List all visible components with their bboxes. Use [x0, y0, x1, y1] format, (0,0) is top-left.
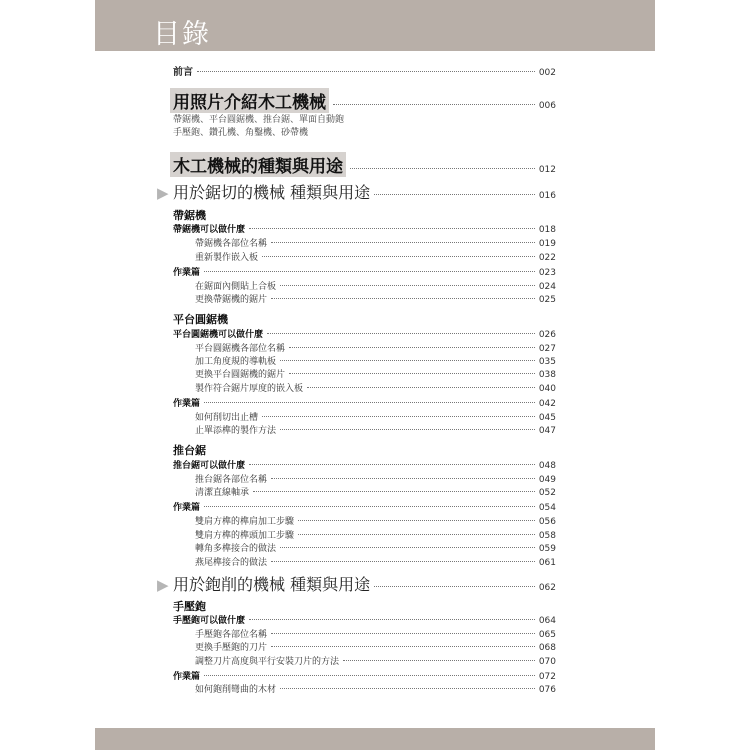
dot-leader	[374, 194, 535, 195]
toc-entry-title: 帶鋸機可以做什麼	[173, 225, 246, 235]
dot-leader	[249, 464, 535, 465]
dot-leader	[249, 619, 535, 620]
dot-leader	[271, 242, 535, 243]
page-number: 006	[538, 101, 556, 111]
page-number: 002	[538, 68, 556, 78]
page-number: 018	[538, 225, 556, 235]
toc-part-entry[interactable]	[173, 152, 556, 177]
toc-entry-title: 燕尾榫接合的做法	[195, 558, 268, 568]
page-number: 019	[538, 239, 556, 249]
page-number: 058	[538, 531, 556, 541]
toc-entry-title: 更換手壓鉋的刀片	[195, 643, 268, 653]
page-number: 023	[538, 268, 556, 278]
dot-leader	[333, 104, 535, 105]
toc-chapter-entry[interactable]	[157, 572, 556, 595]
toc-sub-entry[interactable]	[173, 613, 556, 626]
toc-chapter-entry[interactable]	[157, 180, 556, 203]
toc-entry-title: 平台圓鋸機可以做什麼	[173, 330, 264, 340]
triangle-marker-icon: ▶	[157, 184, 169, 202]
toc-part-description: 手壓鉋、鑽孔機、角鑿機、砂帶機	[173, 128, 309, 138]
toc-entry-title: 更換平台圓鋸機的鋸片	[195, 370, 286, 380]
toc-machine-entry	[173, 311, 556, 327]
toc-entry-title: 帶鋸機	[173, 209, 206, 222]
toc-machine-entry	[173, 598, 556, 614]
toc-item-entry[interactable]	[173, 555, 556, 568]
dot-leader	[298, 520, 535, 521]
toc-machine-entry	[173, 442, 556, 458]
page-number: 054	[538, 503, 556, 513]
page-number: 061	[538, 558, 556, 568]
page-number: 027	[538, 344, 556, 354]
toc-sub-entry[interactable]	[173, 500, 556, 513]
page-number: 024	[538, 282, 556, 292]
toc-entry-title: 作業篇	[173, 268, 201, 278]
toc-entry-title: 如何鉋削彎曲的木材	[195, 685, 277, 695]
toc-entry-title: 前言	[173, 67, 193, 78]
page-title: 目錄	[153, 19, 211, 50]
toc-entry-title: 加工角度規的導軌板	[195, 357, 277, 367]
toc-sub-entry[interactable]	[173, 265, 556, 278]
page-number: 049	[538, 475, 556, 485]
toc-entry-title: 平台圓鋸機各部位名稱	[195, 344, 286, 354]
toc-entry-title: 手壓鉋可以做什麼	[173, 616, 246, 626]
toc-entry-title: 木工機械的種類與用途	[170, 152, 346, 177]
toc-item-entry[interactable]	[173, 654, 556, 667]
toc-item-entry[interactable]	[173, 292, 556, 305]
toc-item-entry[interactable]	[173, 472, 556, 485]
dot-leader	[289, 347, 535, 348]
page-number: 035	[538, 357, 556, 367]
page-number: 068	[538, 643, 556, 653]
toc-entry-title: 作業篇	[173, 672, 201, 682]
dot-leader	[271, 646, 535, 647]
toc-entry-title: 止單添榫的製作方法	[195, 426, 277, 436]
dot-leader	[280, 688, 535, 689]
toc-item-entry[interactable]	[173, 354, 556, 367]
toc-item-entry[interactable]	[173, 341, 556, 354]
toc-entry-title: 推台鋸可以做什麼	[173, 461, 246, 471]
dot-leader	[271, 561, 535, 562]
toc-entry-title: 在鋸面內側貼上合板	[195, 282, 277, 292]
page-number: 012	[538, 165, 556, 175]
page-number: 052	[538, 488, 556, 498]
toc-entry-title: 用照片介紹木工機械	[170, 88, 329, 113]
toc-front-entry[interactable]	[173, 63, 556, 78]
page-number: 016	[538, 191, 556, 201]
toc-entry-title: 平台圓鋸機	[173, 313, 228, 326]
toc-machine-entry	[173, 207, 556, 223]
toc-item-entry[interactable]	[173, 410, 556, 423]
toc-entry-title: 更換帶鋸機的鋸片	[195, 295, 268, 305]
dot-leader	[249, 228, 535, 229]
toc-part-entry[interactable]	[173, 88, 556, 113]
page-number: 048	[538, 461, 556, 471]
toc-entry-title: 如何削切出止槽	[195, 413, 259, 423]
page-number: 059	[538, 544, 556, 554]
dot-leader	[280, 429, 535, 430]
toc-sub-entry[interactable]	[173, 669, 556, 682]
dot-leader	[197, 71, 535, 72]
dot-leader	[204, 506, 535, 507]
dot-leader	[307, 387, 535, 388]
toc-item-entry[interactable]	[173, 279, 556, 292]
page-number: 072	[538, 672, 556, 682]
toc-entry-title: 調整刀片高度與平行安裝刀片的方法	[195, 657, 340, 667]
page-number: 045	[538, 413, 556, 423]
toc-sub-entry[interactable]	[173, 396, 556, 409]
page-number: 026	[538, 330, 556, 340]
dot-leader	[204, 675, 535, 676]
toc-entry-title: 重新製作嵌入板	[195, 253, 259, 263]
toc-item-entry[interactable]	[173, 423, 556, 436]
page	[95, 0, 655, 750]
dot-leader	[262, 256, 535, 257]
dot-leader	[271, 298, 535, 299]
toc-entry-title: 作業篇	[173, 503, 201, 513]
dot-leader	[267, 333, 535, 334]
page-number: 022	[538, 253, 556, 263]
triangle-marker-icon: ▶	[157, 576, 169, 594]
toc-entry-title: 推台鋸各部位名稱	[195, 475, 268, 485]
toc-entry-title: 轉角多榫接合的做法	[195, 544, 277, 554]
toc-entry-title: 雙肩方榫的榫肩加工步驟	[195, 517, 295, 527]
toc-part-description: 帶鋸機、平台圓鋸機、推台鋸、單面自動鉋	[173, 115, 345, 125]
toc-entry-title: 用於鉋削的機械 種類與用途	[173, 575, 371, 594]
toc-item-entry[interactable]	[173, 640, 556, 653]
dot-leader	[350, 168, 535, 169]
dot-leader	[204, 271, 535, 272]
toc-entry-title: 帶鋸機各部位名稱	[195, 239, 268, 249]
dot-leader	[374, 586, 535, 587]
page-number: 042	[538, 399, 556, 409]
toc-entry-title: 用於鋸切的機械 種類與用途	[173, 183, 371, 202]
dot-leader	[253, 491, 535, 492]
toc-item-entry[interactable]	[173, 236, 556, 249]
toc-item-entry[interactable]	[173, 682, 556, 695]
page-number: 062	[538, 583, 556, 593]
toc-entry-title: 製作符合鋸片厚度的嵌入板	[195, 384, 304, 394]
dot-leader	[280, 547, 535, 548]
page-number: 065	[538, 630, 556, 640]
dot-leader	[271, 478, 535, 479]
toc-entry-title: 手壓鉋	[173, 600, 206, 613]
page-number: 056	[538, 517, 556, 527]
toc-sub-entry[interactable]	[173, 222, 556, 235]
toc-item-entry[interactable]	[173, 541, 556, 554]
toc-sub-entry[interactable]	[173, 327, 556, 340]
dot-leader	[280, 285, 535, 286]
toc-entry-title: 手壓鉋各部位名稱	[195, 630, 268, 640]
page-number: 038	[538, 370, 556, 380]
table-of-contents	[157, 0, 556, 728]
toc-entry-title: 作業篇	[173, 399, 201, 409]
toc-entry-title: 清潔直線軸承	[195, 488, 250, 498]
toc-item-entry[interactable]	[173, 514, 556, 527]
toc-item-entry[interactable]	[173, 367, 556, 380]
toc-item-entry[interactable]	[173, 528, 556, 541]
dot-leader	[271, 633, 535, 634]
toc-sub-entry[interactable]	[173, 458, 556, 471]
dot-leader	[204, 402, 535, 403]
page-number: 040	[538, 384, 556, 394]
dot-leader	[262, 416, 535, 417]
toc-entry-title: 推台鋸	[173, 444, 206, 457]
footer-band	[95, 728, 655, 750]
dot-leader	[343, 660, 535, 661]
toc-item-entry[interactable]	[173, 627, 556, 640]
toc-item-entry[interactable]	[173, 485, 556, 498]
page-number: 064	[538, 616, 556, 626]
dot-leader	[298, 534, 535, 535]
dot-leader	[289, 373, 535, 374]
toc-item-entry[interactable]	[173, 381, 556, 394]
page-number: 070	[538, 657, 556, 667]
dot-leader	[280, 360, 535, 361]
page-number: 047	[538, 426, 556, 436]
toc-entry-title: 雙肩方榫的榫頭加工步驟	[195, 531, 295, 541]
page-number: 025	[538, 295, 556, 305]
page-number: 076	[538, 685, 556, 695]
toc-item-entry[interactable]	[173, 250, 556, 263]
